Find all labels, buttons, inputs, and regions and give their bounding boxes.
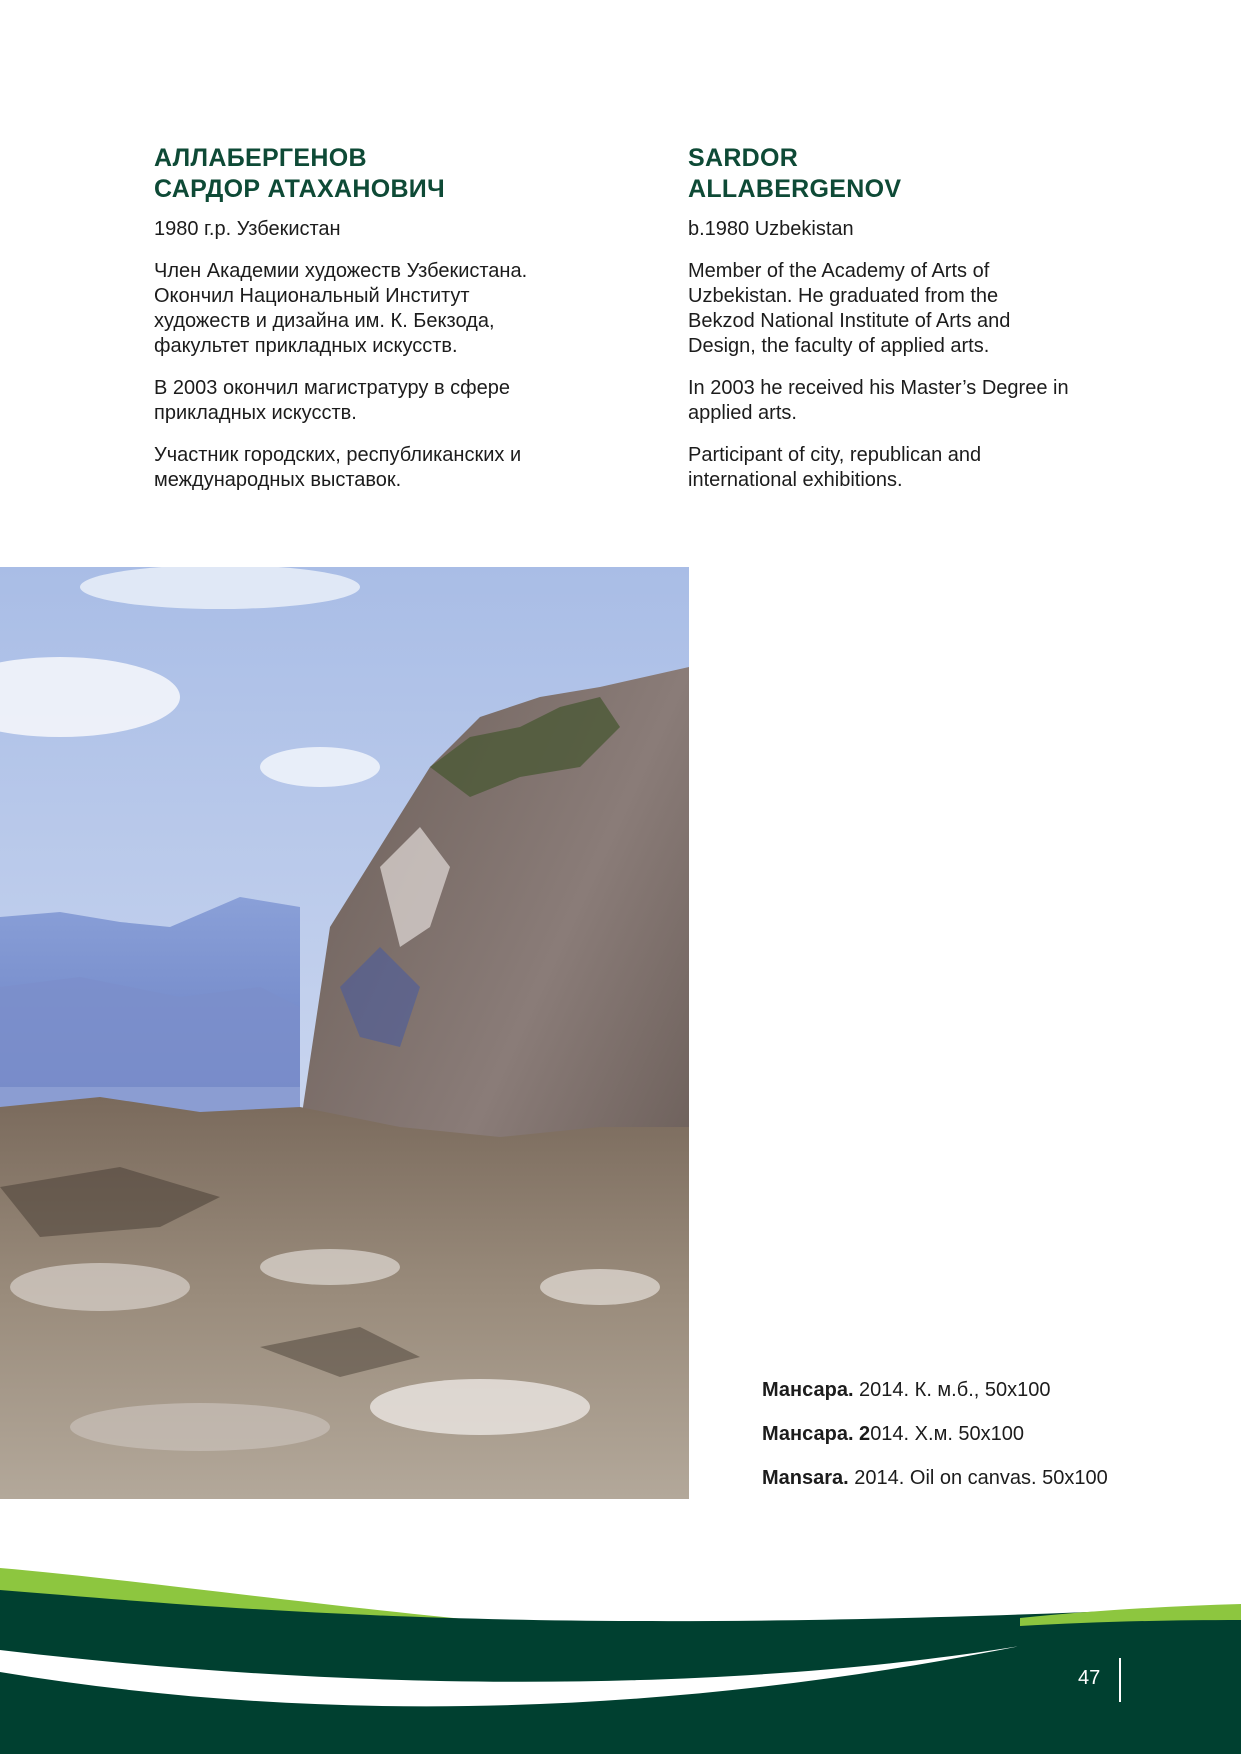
artist-name-ru-line2: САРДОР АТАХАНОВИЧ [154, 175, 445, 203]
caption-details: 2014. Oil on canvas. 50x100 [848, 1467, 1108, 1489]
artist-name-ru [154, 143, 574, 205]
bio-paragraph-ru-2: В 2003 окончил магистратуру в сфере прикладных искусств. [154, 377, 510, 424]
artist-name-en-line1: SARDOR [688, 144, 799, 172]
bio-paragraph-ru-1: Член Академии художеств Узбекистана. Окончил Национальный Институт художеств и дизайна им. К. Бекзода, факультет прикладных искусств. [154, 260, 528, 357]
caption-details: 014. Х.м. 50x100 [870, 1423, 1025, 1445]
painting-captions [762, 1377, 1222, 1509]
painting-landscape-graphic [0, 567, 689, 1499]
bio-paragraph-en-2: In 2003 he received his Master’s Degree in applied arts. [688, 377, 1069, 424]
caption-title: Мансара. 2 [762, 1423, 871, 1445]
artist-name-en [688, 143, 1118, 205]
artist-name-ru-line1: АЛЛАБЕРГЕНОВ [154, 144, 367, 172]
caption-line-1 [762, 1377, 1222, 1403]
birth-info-en: b.1980 Uzbekistan [688, 218, 854, 240]
caption-line-3 [762, 1465, 1222, 1491]
caption-title: Mansara. [762, 1467, 849, 1489]
page-number: 47 [1078, 1667, 1101, 1689]
artist-name-en-line2: ALLABERGENOV [688, 175, 902, 203]
caption-details: 2014. К. м.б., 50x100 [853, 1379, 1051, 1401]
page-number-divider [1119, 1658, 1121, 1702]
caption-line-2 [762, 1421, 1222, 1447]
bio-english [688, 143, 1118, 493]
bio-paragraph-en-3: Participant of city, republican and international exhibitions. [688, 444, 982, 491]
bio-russian [154, 143, 574, 493]
caption-title: Мансара. [762, 1379, 854, 1401]
painting-image [0, 567, 689, 1499]
bio-paragraph-ru-3: Участник городских, республиканских и международных выставок. [154, 444, 522, 491]
birth-info-ru: 1980 г.р. Узбекистан [154, 218, 341, 240]
bio-paragraph-en-1: Member of the Academy of Arts of Uzbekistan. He graduated from the Bekzod National Institute of Arts and Design, the faculty of applied arts. [688, 260, 1011, 357]
footer-wave-decoration [0, 1560, 1241, 1754]
